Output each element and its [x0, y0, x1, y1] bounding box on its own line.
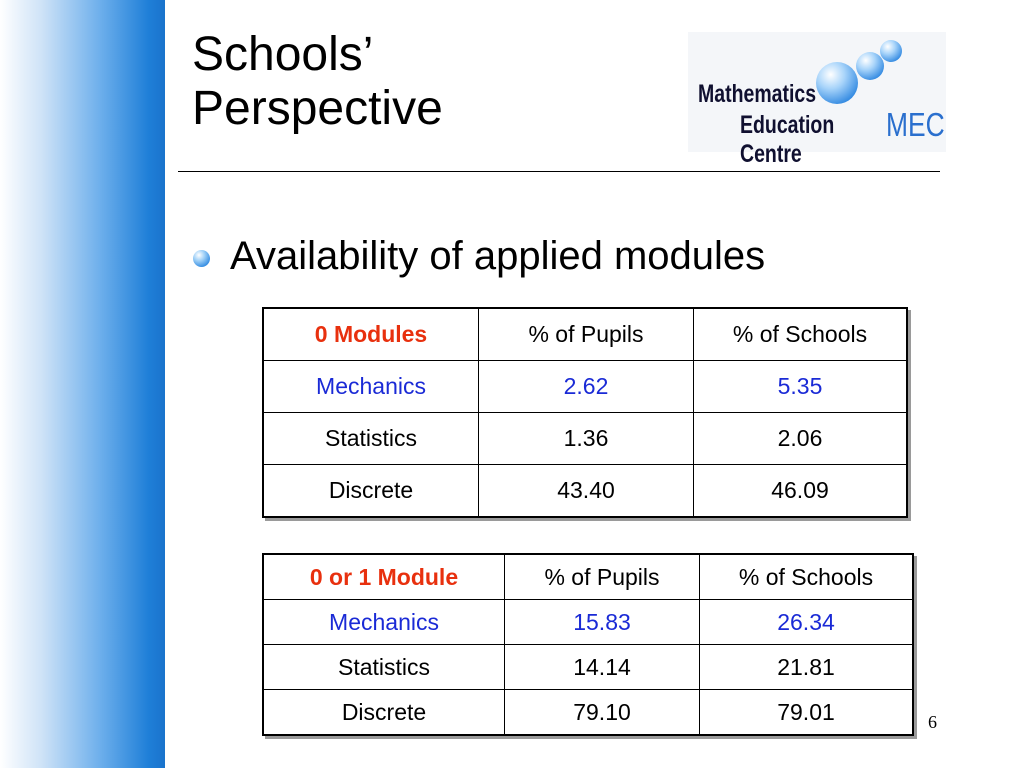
table-row: [263, 690, 913, 736]
title-line-1: Schools’: [192, 28, 374, 81]
table-cell: 43.40: [479, 465, 694, 518]
table-zero-or-one-module: [262, 553, 914, 736]
bubbles-icon: [856, 52, 884, 80]
logo-text-line-1: Mathematics: [698, 80, 817, 108]
table-cell: 14.14: [505, 645, 700, 690]
table-cell: 26.34: [700, 600, 914, 645]
table-row: [263, 600, 913, 645]
table-cell: 21.81: [700, 645, 914, 690]
table-header-row: [263, 308, 907, 361]
table-header-cell: % of Pupils: [479, 308, 694, 361]
table-cell: 15.83: [505, 600, 700, 645]
bullet-sphere-icon: [193, 250, 210, 267]
table-cell: 46.09: [694, 465, 908, 518]
table-header-cell: % of Schools: [700, 554, 914, 600]
slide-title: [192, 28, 443, 136]
bullet-text: Availability of applied modules: [230, 234, 766, 278]
title-divider: [178, 171, 940, 172]
table-row: [263, 361, 907, 413]
table-cell: 79.01: [700, 690, 914, 736]
page-number: 6: [928, 712, 937, 732]
table-row: [263, 645, 913, 690]
table-header-row: [263, 554, 913, 600]
logo-text-line-2: Education Centre: [740, 111, 835, 168]
bubbles-icon: [816, 62, 858, 104]
table-cell: 79.10: [505, 690, 700, 736]
table-cell: Statistics: [263, 413, 479, 465]
table-zero-modules: [262, 307, 908, 518]
table-cell: Discrete: [263, 690, 505, 736]
table-cell: 2.06: [694, 413, 908, 465]
left-gradient-band: [0, 0, 165, 768]
table-header-cell: 0 or 1 Module: [263, 554, 505, 600]
table-header-cell: % of Schools: [694, 308, 908, 361]
table-row: [263, 465, 907, 518]
table-cell: Statistics: [263, 645, 505, 690]
logo-abbreviation: MEC: [886, 106, 945, 143]
bubbles-icon: [880, 40, 902, 62]
table-cell: 2.62: [479, 361, 694, 413]
table-cell: Mechanics: [263, 600, 505, 645]
title-line-2: Perspective: [192, 82, 443, 135]
bullet-item: [193, 234, 765, 279]
table-cell: 5.35: [694, 361, 908, 413]
table-cell: Mechanics: [263, 361, 479, 413]
table-header-cell: % of Pupils: [505, 554, 700, 600]
mec-logo: [688, 32, 946, 168]
table-row: [263, 413, 907, 465]
table-header-cell: 0 Modules: [263, 308, 479, 361]
table-cell: 1.36: [479, 413, 694, 465]
table-cell: Discrete: [263, 465, 479, 518]
